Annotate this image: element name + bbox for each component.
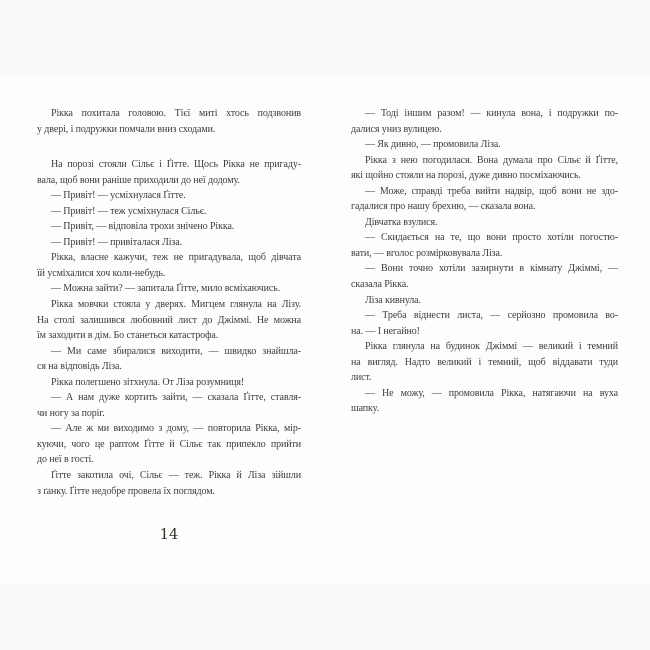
text-line: які щойно стояли на порозі, дуже дивно посміхаючись. [351,170,581,182]
text-line: — Ми саме збиралися виходити, — швидко знайшла- [51,345,301,357]
text-line: Рікка, власне кажучи, теж не пригадувала, щоб дівчата [51,252,301,264]
text-line: вала, щоб вони раніше приходили до неї додому. [37,174,240,186]
text-line: — Треба віднести листа, — серйозно промовила во- [365,310,618,322]
text-line: ся на відповідь Ліза. [37,361,122,373]
text-line: Рікка похитала головою. Тієї миті хтось подзвонив [51,108,301,119]
text-line: до неї в гості. [37,454,94,466]
text-line: — Привіт! — теж усміхнулася Сільє. [51,205,207,217]
top-margin-shade [0,0,650,74]
text-line: куючи, чого це раптом Ґітте й Сільє так припекло прийти [37,438,301,450]
text-line: — Привіт, — відповіла трохи знічено Рікка. [51,221,235,233]
text-line: — А нам дуже кортить зайти, — сказала Ґітте, ставля- [51,392,301,404]
text-line: Ліза кивнула. [365,294,421,306]
text-line: на вигляд. Надто великий і темний, щоб віддавати туди [351,356,618,368]
text-line: з ґанку. Ґітте недобре провела їх поглядом. [37,485,215,497]
text-line: — Можна зайти? — запитала Ґітте, мило всміхаючись. [51,283,281,295]
page-number: 14 [159,527,179,543]
text-line: Рікка мовчки стояла у дверях. Мигцем глянула на Лізу. [51,299,301,311]
text-line: На столі залишився любовний лист до Джіммі. Не можна [37,314,301,326]
text-line: їй усміхалися хоч коли-небудь. [37,267,166,279]
left-column [37,106,301,499]
text-line: — Привіт! — усміхнулася Ґітте. [51,190,186,202]
text-line: у двері, і подружки помчали вниз сходами. [37,123,216,135]
text-line: чи ногу за поріг. [37,407,105,419]
text-line: шапку. [351,403,379,415]
right-column [351,106,618,417]
text-line: — Скидається на те, що вони просто хотіли погостю- [365,232,618,244]
text-line: — Як дивно, — промовила Ліза. [365,139,501,151]
text-line: їм заходити в дім. Бо станеться катастрофа. [37,330,219,342]
text-line: Рікка глянула на будинок Джіммі — великий і темний [365,341,618,353]
text-line: — Не можу, — промовила Рікка, натягаючи на вуха [365,387,618,399]
text-line: Дівчатка взулися. [365,216,438,228]
text-line: далися униз вулицею. [351,123,442,135]
text-line: — Але ж ми виходимо з дому, — повторила Рікка, мір- [51,423,301,435]
text-line: сказала Рікка. [351,279,409,291]
text-line: лист. [351,372,372,384]
bottom-margin-shade [0,584,650,650]
text-line: на. — І негайно! [351,325,420,337]
text-line: Рікка з нею погодилася. Вона думала про Сільє й Ґітте, [365,154,618,166]
text-line: вати, — вголос розмірковувала Ліза. [351,247,503,259]
text-line: гадалися про нашу брехню, — сказала вона. [351,201,536,213]
text-line: — Тоді іншим разом! — кинула вона, і подружки по- [365,108,618,119]
text-line: — Привіт! — привіталася Ліза. [51,236,183,248]
scene-break [37,137,301,157]
text-line: Ґітте закотила очі, Сільє — теж. Рікка й Ліза зійшли [51,470,301,482]
text-line: — Вони точно хотіли зазирнути в кімнату Джіммі, — [365,263,618,275]
text-line: Рікка полегшено зітхнула. От Ліза розумниця! [51,376,245,388]
text-line: — Може, справді треба вийти надвір, щоб вони не здо- [365,185,618,197]
text-line: На порозі стояли Сільє і Ґітте. Щось Рікка не пригаду- [51,159,301,171]
